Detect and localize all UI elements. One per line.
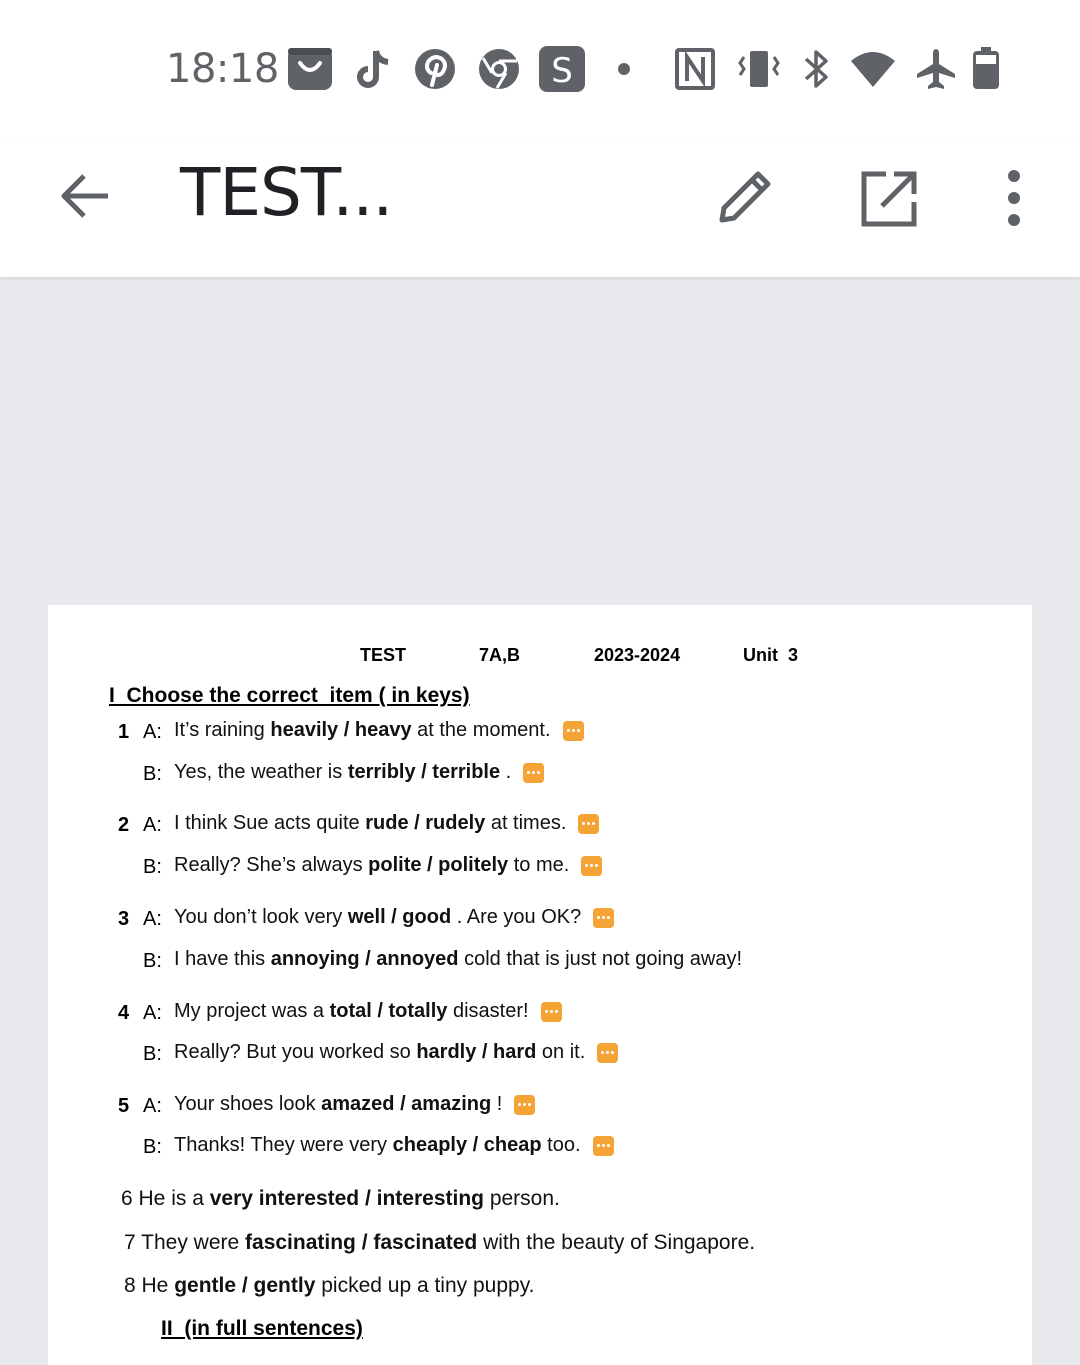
text: on it. — [536, 1041, 586, 1063]
question-5-a — [174, 1093, 535, 1116]
text: Your shoes look — [174, 1093, 322, 1115]
question-1-a — [174, 719, 584, 742]
text: disaster! — [447, 1000, 529, 1022]
text: at times. — [485, 812, 567, 834]
text: . Are you OK? — [451, 906, 582, 928]
text: picked up a tiny puppy. — [315, 1274, 535, 1297]
speaker-b-label: B: — [143, 1043, 162, 1065]
question-8 — [124, 1274, 534, 1298]
status-bar — [0, 0, 1080, 140]
more-options-button[interactable] — [978, 162, 1050, 234]
airplane-mode-icon — [912, 45, 960, 93]
speaker-b-label: B: — [143, 950, 162, 972]
comment-icon[interactable] — [593, 908, 614, 928]
battery-icon — [962, 45, 1010, 93]
answer-options: hardly / hard — [416, 1041, 537, 1063]
question-2-b — [174, 854, 602, 877]
speaker-b-label: B: — [143, 1136, 162, 1158]
answer-options: total / totally — [329, 1000, 448, 1022]
text: Thanks! They were very — [174, 1134, 393, 1156]
question-5-b — [174, 1134, 614, 1157]
app-bar — [0, 140, 1080, 278]
speaker-b-label: B: — [143, 856, 162, 878]
text: 6 He is a — [121, 1187, 210, 1210]
answer-options: amazed / amazing — [321, 1093, 492, 1115]
header-year: 2023-2024 — [594, 645, 681, 665]
text: I have this — [174, 948, 271, 970]
question-7 — [124, 1231, 755, 1255]
comment-icon[interactable] — [523, 763, 544, 783]
text: 7 They were — [124, 1231, 246, 1254]
answer-options: well / good — [347, 906, 452, 928]
text: 8 He — [124, 1274, 175, 1297]
comment-icon[interactable] — [541, 1002, 562, 1022]
wifi-icon — [849, 45, 897, 93]
header-unit: Unit 3 — [743, 645, 799, 665]
back-arrow-icon — [56, 168, 112, 224]
text: person. — [483, 1187, 560, 1210]
question-3-b — [174, 948, 742, 971]
answer-options: very interested / interesting — [209, 1187, 484, 1210]
header-class: 7A,B — [479, 645, 521, 665]
text: . — [500, 761, 512, 783]
document-title: TEST... — [180, 154, 393, 231]
answer-options: cheaply / cheap — [392, 1134, 542, 1156]
comment-icon[interactable] — [593, 1136, 614, 1156]
comment-icon[interactable] — [597, 1043, 618, 1063]
s-app-icon — [538, 45, 586, 93]
text: ! — [491, 1093, 503, 1115]
text: I think Sue acts quite — [174, 812, 366, 834]
header-test: TEST — [360, 645, 407, 665]
text: It’s raining — [174, 719, 271, 741]
question-number: 5 — [118, 1095, 130, 1117]
text: Really? But you worked so — [174, 1041, 417, 1063]
text: You don’t look very — [174, 906, 348, 928]
speaker-a-label: A: — [143, 814, 162, 836]
question-4-a — [174, 1000, 562, 1023]
question-2-a — [174, 812, 599, 835]
comment-icon[interactable] — [578, 814, 599, 834]
speaker-b-label: B: — [143, 763, 162, 785]
edit-pencil-icon — [712, 166, 776, 230]
text: Really? She’s always — [174, 854, 369, 876]
answer-options: gentle / gently — [174, 1274, 316, 1297]
question-number: 2 — [118, 814, 130, 836]
text: Yes, the weather is — [174, 761, 348, 783]
answer-options: fascinating / fascinated — [245, 1231, 478, 1254]
question-1-b — [174, 761, 544, 784]
open-external-button[interactable] — [852, 162, 924, 234]
text: My project was a — [174, 1000, 330, 1022]
comment-icon[interactable] — [514, 1095, 535, 1115]
section-1-title: I Choose the correct item ( in keys) — [109, 684, 470, 707]
question-number: 4 — [118, 1002, 130, 1024]
speaker-a-label: A: — [143, 1002, 162, 1024]
answer-options: rude / rudely — [365, 812, 486, 834]
question-number: 3 — [118, 908, 130, 930]
speaker-a-label: A: — [143, 721, 162, 743]
back-button[interactable] — [52, 164, 116, 228]
answer-options: terribly / terrible — [347, 761, 501, 783]
speaker-a-label: A: — [143, 1095, 162, 1117]
question-4-b — [174, 1041, 618, 1064]
answer-options: annoying / annoyed — [270, 948, 459, 970]
chrome-icon — [475, 45, 523, 93]
open-external-icon — [856, 166, 920, 230]
question-number: 1 — [118, 721, 130, 743]
status-time: 18:18 — [166, 46, 279, 92]
comment-icon[interactable] — [563, 721, 584, 741]
tiktok-icon — [350, 45, 398, 93]
text: at the moment. — [411, 719, 551, 741]
document-page[interactable] — [48, 605, 1032, 1365]
question-6 — [121, 1187, 560, 1211]
answer-options: polite / politely — [368, 854, 509, 876]
pinterest-icon — [411, 45, 459, 93]
comment-icon[interactable] — [581, 856, 602, 876]
answer-options: heavily / heavy — [270, 719, 412, 741]
section-2-title: II (in full sentences) — [161, 1317, 363, 1340]
speaker-a-label: A: — [143, 908, 162, 930]
bluetooth-icon — [792, 45, 840, 93]
edit-button[interactable] — [708, 162, 780, 234]
nfc-icon — [671, 45, 719, 93]
text: with the beauty of Singapore. — [477, 1231, 756, 1254]
text: cold that is just not going away! — [458, 948, 743, 970]
text: too. — [541, 1134, 581, 1156]
shopping-bag-icon — [286, 45, 334, 93]
more-vert-icon — [978, 162, 1050, 234]
dot-icon — [600, 45, 648, 93]
vibrate-icon — [735, 45, 783, 93]
question-3-a — [174, 906, 614, 929]
text: to me. — [508, 854, 570, 876]
svg-text:S: S — [551, 51, 573, 91]
